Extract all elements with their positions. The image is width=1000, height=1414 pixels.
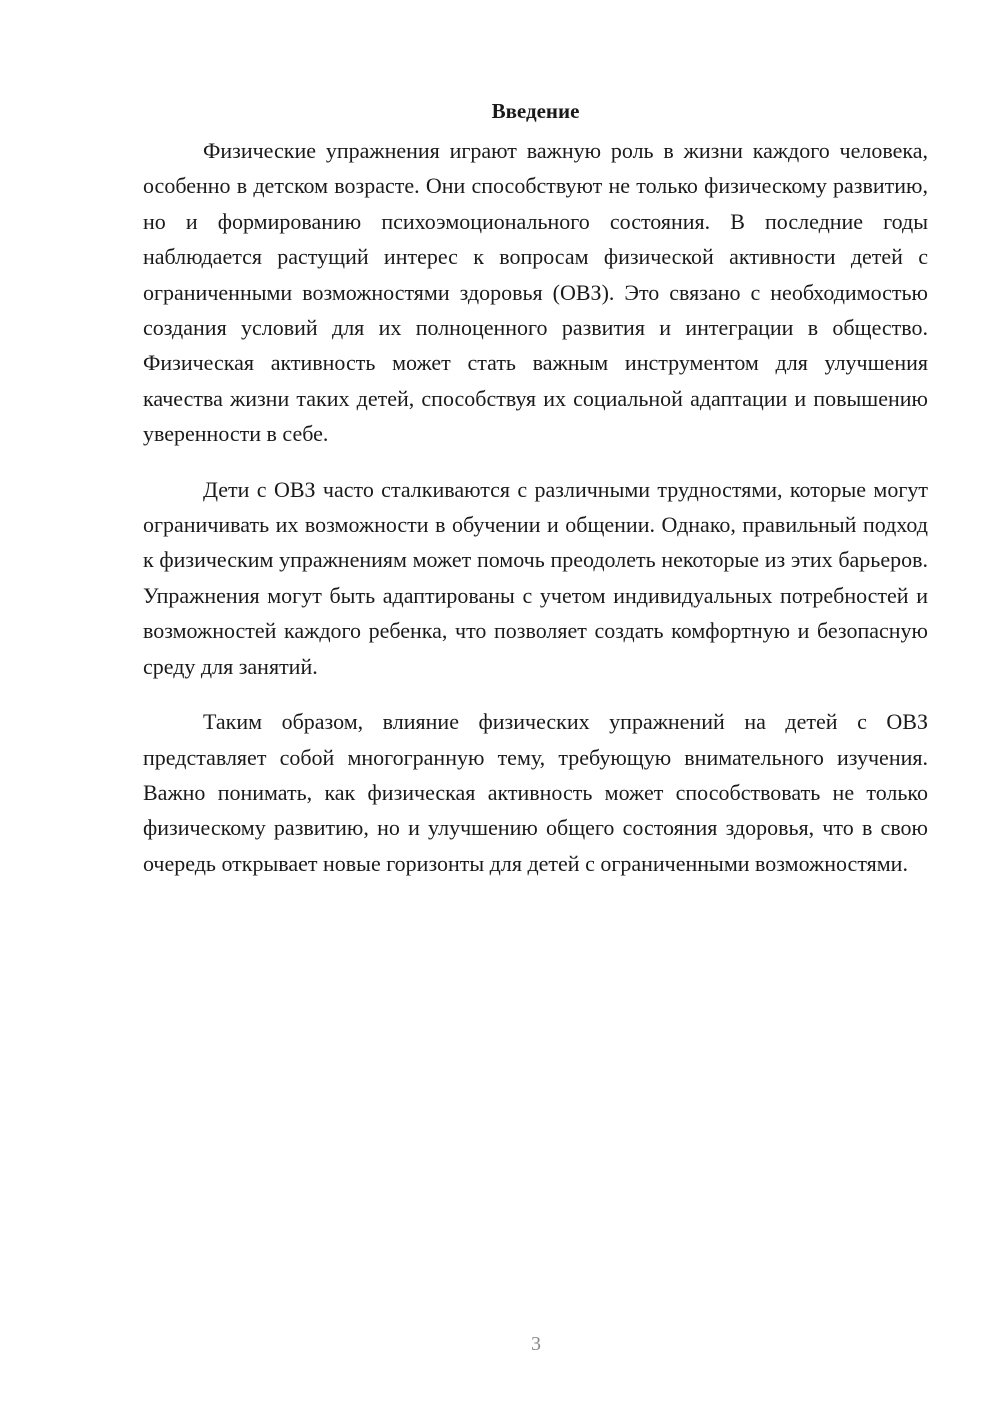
page-number: 3 xyxy=(531,1333,541,1355)
paragraph-3: Таким образом, влияние физических упражнений на детей с ОВЗ представляет собой многогранную тему, требующую внимательного изучения. Важно понимать, как физическая активность может способствовать не только физическому развитию, но и улучшению общего состояния здоровья, что в свою очередь открывает новые горизонты для детей с ограниченными возможностями. xyxy=(143,709,928,876)
paragraph-2: Дети с ОВЗ часто сталкиваются с различными трудностями, которые могут ограничивать их возможности в обучении и общении. Однако, правильный подход к физическим упражнениям может помочь преодолеть некоторые из этих барьеров. Упражнения могут быть адаптированы с учетом индивидуальных потребностей и возможностей каждого ребенка, что позволяет создать комфортную и безопасную среду для занятий. xyxy=(143,476,928,679)
page-content xyxy=(143,93,928,901)
paragraph-1: Физические упражнения играют важную роль в жизни каждого человека, особенно в детском возрасте. Они способствуют не только физическому развитию, но и формированию психоэмоционального состояния. В последние годы наблюдается растущий интерес к вопросам физической активности детей с ограниченными возможностями здоровья (ОВЗ). Это связано с необходимостью создания условий для их полноценного развития и интеграции в общество. Физическая активность может стать важным инструментом для улучшения качества жизни таких детей, способствуя их социальной адаптации и повышению уверенности в себе. xyxy=(143,138,928,447)
section-title: Введение xyxy=(491,99,580,123)
